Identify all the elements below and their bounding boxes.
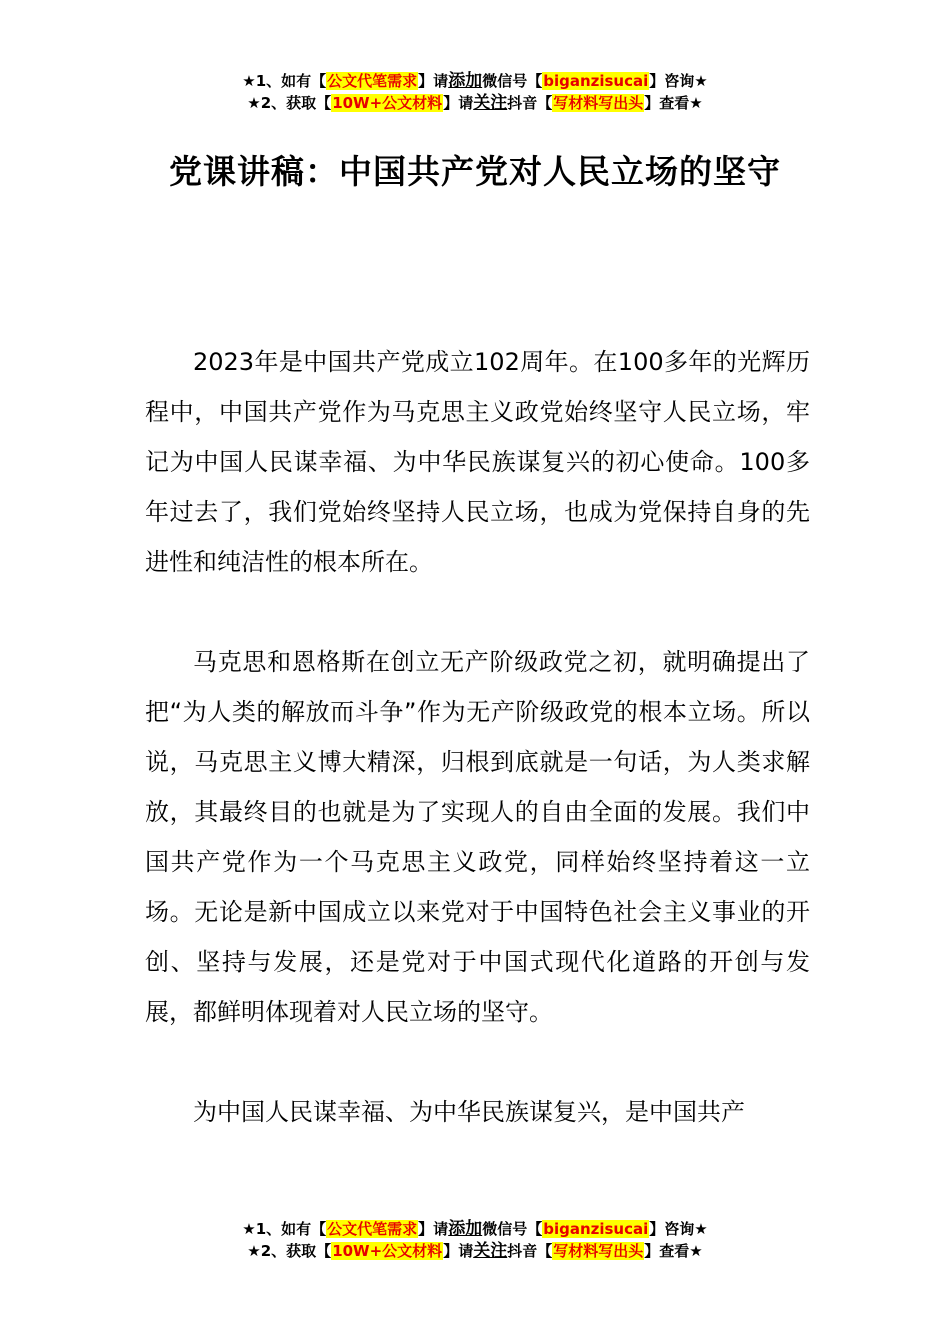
emphasis-add: 添加: [448, 71, 483, 91]
document-body: [145, 337, 810, 1187]
highlight-materials: 10W+公文材料: [332, 1242, 443, 1260]
banner-line-1: ★1、如有【公文代笔需求】请添加微信号【biganzisucai】咨询★: [242, 1219, 708, 1239]
highlight-douyin: 写材料写出头: [553, 94, 644, 112]
header-banner: [0, 70, 950, 114]
star-icon: ★: [694, 1220, 708, 1238]
document-title: 党课讲稿：中国共产党对人民立场的坚守: [169, 152, 781, 191]
star-icon: ★: [242, 72, 256, 90]
highlight-service: 公文代笔需求: [327, 1220, 418, 1238]
star-icon: ★: [242, 1220, 256, 1238]
highlight-materials: 10W+公文材料: [332, 94, 443, 112]
emphasis-follow: 关注: [473, 93, 508, 113]
paragraph: 2023年是中国共产党成立102周年。在100多年的光辉历程中，中国共产党作为马克思主义政党始终坚守人民立场，牢记为中国人民谋幸福、为中华民族谋复兴的初心使命。100多年过去了，我们党始终坚持人民立场，也成为党保持自身的先进性和纯洁性的根本所在。: [145, 348, 810, 576]
star-icon: ★: [247, 94, 261, 112]
emphasis-follow: 关注: [473, 1241, 508, 1261]
banner-line-1: ★1、如有【公文代笔需求】请添加微信号【biganzisucai】咨询★: [242, 71, 708, 91]
emphasis-add: 添加: [448, 1219, 483, 1239]
highlight-wechat-id: biganzisucai: [543, 72, 649, 90]
footer-banner: [0, 1218, 950, 1262]
banner-line-2: ★2、获取【10W+公文材料】请关注抖音【写材料写出头】查看★: [247, 1241, 703, 1261]
star-icon: ★: [689, 1242, 703, 1260]
highlight-douyin: 写材料写出头: [553, 1242, 644, 1260]
star-icon: ★: [689, 94, 703, 112]
star-icon: ★: [247, 1242, 261, 1260]
paragraph: 为中国人民谋幸福、为中华民族谋复兴，是中国共产: [193, 1098, 745, 1126]
banner-line-2: ★2、获取【10W+公文材料】请关注抖音【写材料写出头】查看★: [247, 93, 703, 113]
highlight-service: 公文代笔需求: [327, 72, 418, 90]
paragraph: 马克思和恩格斯在创立无产阶级政党之初，就明确提出了把“为人类的解放而斗争”作为无产阶级政党的根本立场。所以说，马克思主义博大精深，归根到底就是一句话，为人类求解放，其最终目的也就是为了实现人的自由全面的发展。我们中国共产党作为一个马克思主义政党，同样始终坚持着这一立场。无论是新中国成立以来党对于中国特色社会主义事业的开创、坚持与发展，还是党对于中国式现代化道路的开创与发展，都鲜明体现着对人民立场的坚守。: [145, 648, 810, 1026]
star-icon: ★: [694, 72, 708, 90]
highlight-wechat-id: biganzisucai: [543, 1220, 649, 1238]
